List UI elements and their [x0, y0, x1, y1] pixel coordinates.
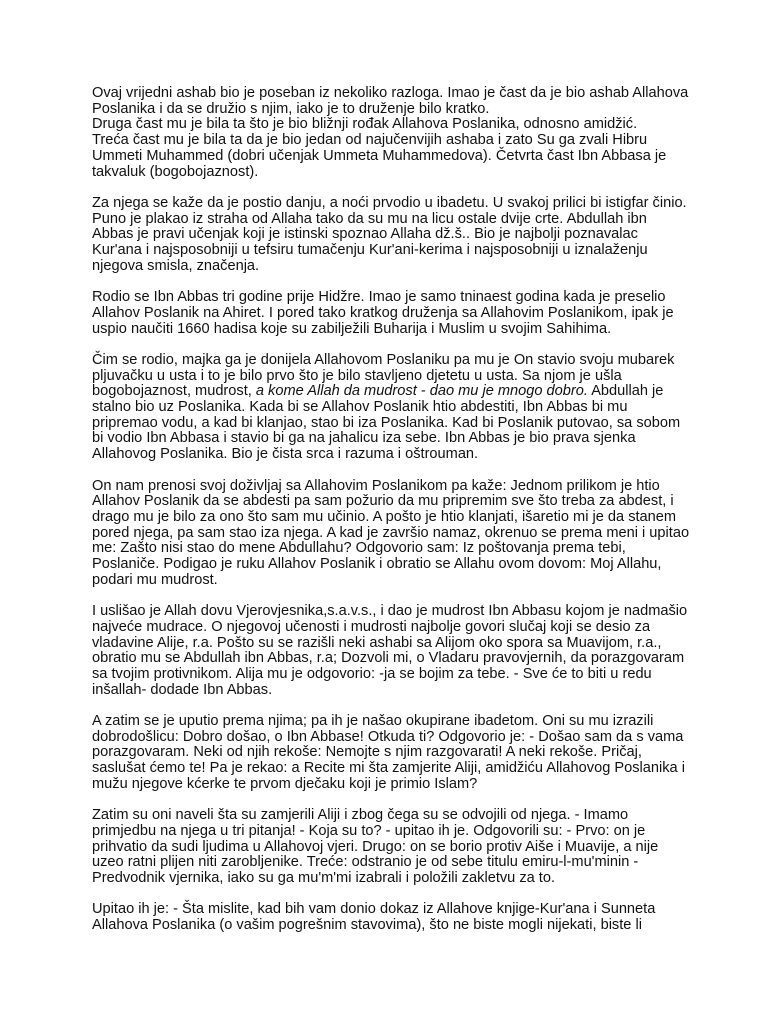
- text-line: dobrodošlicu: Dobro došao, o Ibn Abbase! Otkuda ti? Odgovorio je: - Došao sam da s vama: [92, 728, 684, 745]
- text-line: Ummeti Muhammed (dobri učenjak Ummeta Muhammedova). Četvrta čast Ibn Abbasa je: [92, 147, 667, 164]
- text-line-with-italic: [92, 384, 682, 400]
- paragraph-4: [92, 353, 682, 463]
- text-line: Čim se rodio, majka ga je donijela Allahovom Poslaniku pa mu je On stavio svoju mubarek: [92, 351, 675, 368]
- text-line: I uslišao je Allah dovu Vjerovjesnika,s.a.v.s., i dao je mudrost Ibn Abbasu kojom je nadmašio: [92, 603, 688, 620]
- text-line: Ovaj vrijedni ashab bio je poseban iz nekoliko razloga. Imao je čast da je bio ashab Allahova: [92, 85, 689, 101]
- text-line: pripremao vodu, a kad bi klanjao, stao bi iza Poslanika. Kad bi Poslanik putovao, sa sobom: [92, 414, 681, 431]
- text-line: Za njega se kaže da je postio danju, a noći prvodio u ibadetu. U svakoj prilici bi istigfar činio.: [92, 194, 687, 211]
- text-line: Abbas je pravi učenjak koji je istinski spoznao Allaha dž.š.. Bio je najbolji poznavalac: [92, 226, 638, 243]
- text-line: porazgovaram. Neki od njih rekoše: Nemojte s njim razgovarati! A neki rekoše. Pričaj,: [92, 744, 642, 761]
- text-line: Allahova Poslanika (o vašim pogrešnim stavovima), što ne biste mogli nijekati, biste li: [92, 917, 642, 934]
- text-line: podari mu mudrost.: [92, 571, 218, 588]
- text-line: saslušat ćemo te! Pa je rekao: a Recite mi šta zamjerite Aliji, amidžiću Allahovog Poslanika i: [92, 760, 685, 777]
- paragraph-9: [92, 902, 682, 933]
- text-line: Allahov Poslanik da se abdesti pa sam požurio da mu pripremim sve što treba za abdest, i: [92, 493, 674, 510]
- paragraph-3: [92, 290, 682, 337]
- text-line: Kur'ana i najsposobniji u tefsiru tumačenju Kur'ani-kerima i najsposobniji u iznalaženju: [92, 242, 648, 259]
- text-line: drago mu je bilo za ono što sam mu učinio. A pošto je htio klanjati, išaretio mi je da stanem: [92, 508, 677, 525]
- text-line: uzeo ratni plijen niti zarobljenike. Treće: odstranio je od sebe titulu emiru-l-mu'minin -: [92, 854, 639, 871]
- text-line: prihvatio da sudi ljudima u Allahovoj vjeri. Drugo: on se borio protiv Aiše i Muavije, a nije: [92, 838, 659, 855]
- text-line: Allahovog Poslanika. Bio je čista srca i razuma i oštrouman.: [92, 446, 479, 463]
- text-line: bi vodio Ibn Abbasa i stavio bi ga na jahalicu iza sebe. Ibn Abbas je bio prava sjenka: [92, 430, 636, 447]
- text-line: pored njega, pa sam stao iza njega. A kad je završio namaz, okrenuo se prema meni i upitao: [92, 524, 690, 541]
- text-line: Poslaniče. Podigao je ruku Allahov Poslanik i obratio se Allahu ovom dovom: Moj Allahu,: [92, 556, 662, 573]
- text-segment: bogobojaznost, mudrost,: [92, 383, 256, 400]
- text-line: On nam prenosi svoj doživljaj sa Allahovim Poslanikom pa kaže: Jednom prilikom je htio: [92, 477, 660, 494]
- paragraph-8: [92, 808, 682, 887]
- text-line: obratio mu se Abdullah ibn Abbas, r.a; Dozvoli mi, o Vladaru pravovjernih, da porazgovaram: [92, 650, 685, 667]
- text-line: uspio naučiti 1660 hadisa koje su zabilježili Buharija i Muslim u svojim Sahihima.: [92, 320, 612, 337]
- text-line: takvaluk (bogobojaznost).: [92, 163, 259, 180]
- italic-quote: a kome Allah da mudrost - dao mu je mnogo dobro.: [255, 383, 588, 400]
- document-page: [92, 85, 690, 950]
- text-line: inšallah- dodade Ibn Abbas.: [92, 681, 273, 698]
- text-segment: Abdullah je: [591, 383, 664, 400]
- text-line: primjedbu na njega u tri pitanja! - Koja su to? - upitao ih je. Odgovorili su: - Prvo: on je: [92, 822, 646, 839]
- text-line: Zatim su oni naveli šta su zamjerili Aliji i zbog čega su se odvojili od njega. - Imamo: [92, 807, 629, 824]
- text-line: Puno je plakao iz straha od Allaha tako da su mu na licu ostale dvije crte. Abdullah ibn: [92, 210, 647, 227]
- text-line: Poslanika i da se družio s njim, iako je to druženje bilo kratko.: [92, 100, 490, 117]
- text-line: njegova smisla, značenja.: [92, 257, 260, 274]
- text-line: Rodio se Ibn Abbas tri godine prije Hidžre. Imao je samo tninaest godina kada je preselio: [92, 289, 666, 306]
- paragraph-7: [92, 713, 685, 793]
- paragraph-6: [92, 603, 688, 698]
- paragraph-5: [92, 477, 690, 589]
- text-line: mužu njegove kćerke te prvom dječaku koji je primio Islam?: [92, 775, 478, 792]
- text-line: stalno bio uz Poslanika. Kada bi se Allahov Poslanik htio abdestiti, Ibn Abbas bi mu: [92, 399, 628, 416]
- text-line: Treća čast mu je bila ta da je bio jedan od najučenvijih ashaba i zato Su ga zvali Hibru: [92, 132, 648, 149]
- text-line: Upitao ih je: - Šta mislite, kad bih vam donio dokaz iz Allahove knjige-Kur'ana i Sunneta: [92, 901, 656, 918]
- text-line: pljuvačku u usta i to je bilo prvo što je bilo stavljeno djetetu u usta. Sa njom je ušla: [92, 367, 622, 384]
- text-line: me: Zašto nisi stao do mene Abdullahu? Odgovorio sam: Iz poštovanja prema tebi,: [92, 540, 626, 557]
- text-line: Allahov Poslanik na Ahiret. I pored tako kratkog druženja sa Allahovim Poslanikom, ipak je: [92, 304, 674, 321]
- text-line: A zatim se je uputio prema njima; pa ih je našao okupirane ibadetom. Oni su mu izrazili: [92, 713, 654, 730]
- text-line: Predvodnik vjernika, iako su ga mu'm'mi izabrali i položili zakletvu za to.: [92, 870, 556, 887]
- paragraph-1: [92, 85, 689, 180]
- text-line: sa tvojim protivnikom. Alija mu je odgovorio: -ja se bojim za tebe. - Sve će to biti u redu: [92, 665, 652, 682]
- text-line: najveće mudrace. O njegovoj učenosti i mudrosti najbolje govori slučaj koji se desio za: [92, 618, 651, 635]
- paragraph-2: [92, 194, 687, 275]
- text-line: vladavine Alije, r.a. Pošto su se razišli neki ashabi sa Alijom oko spora sa Muavijom, r.a.,: [92, 634, 662, 651]
- text-line: Druga čast mu je bila ta što je bio bližnji rođak Allahova Poslanika, odnosno amidžić.: [92, 116, 638, 133]
